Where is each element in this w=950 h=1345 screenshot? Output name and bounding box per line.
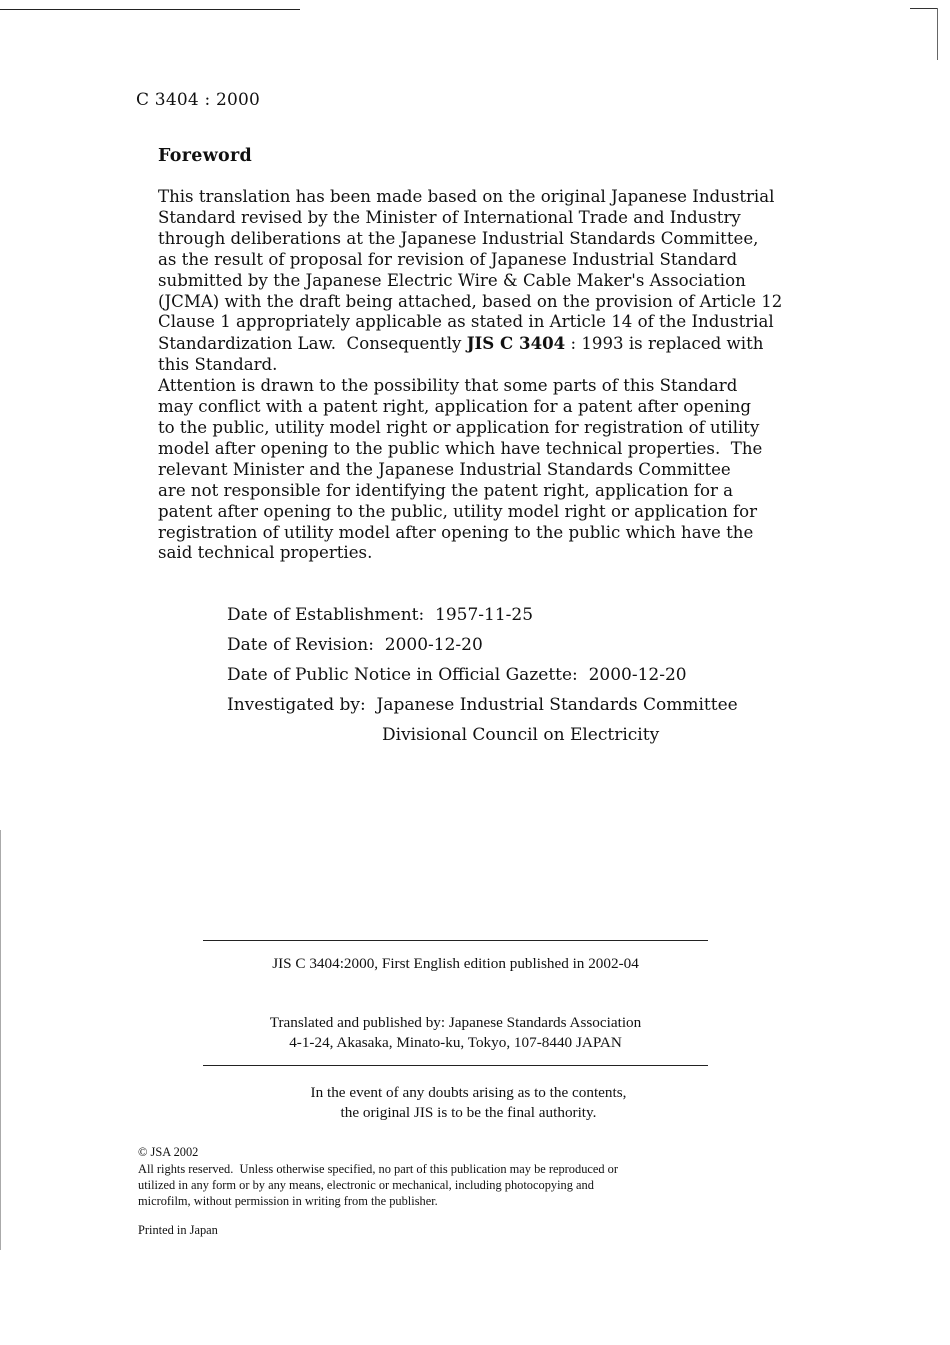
foreword-line: Attention is drawn to the possibility that some parts of this Standard (158, 376, 738, 396)
foreword-line: as the result of proposal for revision of Japanese Industrial Standard (158, 249, 738, 269)
rights-line: utilized in any form or by any means, electronic or mechanical, including photocopying and (138, 1178, 594, 1192)
foreword-line: patent after opening to the public, utility model right or application for (158, 501, 758, 521)
publisher-address: 4-1-24, Akasaka, Minato-ku, Tokyo, 107-8440 JAPAN (289, 1034, 622, 1051)
scan-border-top-right (910, 8, 938, 9)
copyright: © JSA 2002 (138, 1145, 199, 1159)
foreword-line: relevant Minister and the Japanese Industrial Standards Committee (158, 459, 731, 479)
foreword-line: are not responsible for identifying the patent right, application for a (158, 480, 734, 500)
foreword-title: Foreword (158, 146, 253, 166)
foreword-body (158, 187, 783, 564)
foreword-line (158, 333, 778, 355)
standard-reference: JIS C 3404 (466, 333, 566, 354)
foreword-line: Standard revised by the Minister of International Trade and Industry (158, 207, 741, 227)
divider-top (203, 940, 708, 941)
foreword-line: submitted by the Japanese Electric Wire & Cable Maker's Association (158, 270, 746, 290)
rights-statement (138, 1161, 778, 1209)
dates-block (227, 603, 738, 753)
scan-border-right (937, 8, 938, 60)
foreword-line: (JCMA) with the draft being attached, based on the provision of Article 12 (158, 291, 783, 311)
foreword-line: model after opening to the public which have technical properties. The (158, 438, 763, 458)
foreword-line: said technical properties. (158, 543, 373, 563)
document-code: C 3404 : 2000 (136, 90, 261, 110)
authority-notice (0, 1083, 937, 1123)
notice-line: In the event of any doubts arising as to the contents, (310, 1084, 627, 1101)
foreword-line: may conflict with a patent right, application for a patent after opening (158, 397, 752, 417)
publisher-info (0, 1013, 911, 1053)
foreword-line: this Standard. (158, 355, 278, 375)
foreword-line: This translation has been made based on the original Japanese Industrial (158, 187, 775, 206)
publisher-line: Translated and published by: Japanese Standards Association (269, 1014, 642, 1031)
date-of-revision: Date of Revision: 2000-12-20 (227, 635, 483, 655)
rights-line: All rights reserved. Unless otherwise specified, no part of this publication may be reproduced or (138, 1162, 619, 1176)
foreword-line: Clause 1 appropriately applicable as stated in Article 14 of the Industrial (158, 312, 774, 332)
divisional-council: Divisional Council on Electricity (382, 725, 660, 745)
edition-info: JIS C 3404:2000, First English edition published in 2002-04 (272, 955, 639, 972)
scan-border-top (0, 9, 300, 10)
line-text: : 1993 is replaced with (565, 334, 764, 354)
foreword-line: through deliberations at the Japanese Industrial Standards Committee, (158, 228, 759, 248)
date-of-public-notice: Date of Public Notice in Official Gazette: 2000-12-20 (227, 665, 687, 685)
notice-line: the original JIS is to be the final authority. (340, 1104, 597, 1121)
foreword-line: to the public, utility model right or application for registration of utility (158, 417, 760, 437)
rights-line: microfilm, without permission in writing from the publisher. (138, 1194, 438, 1208)
divider-bottom (203, 1065, 708, 1066)
line-text: Standardization Law. Consequently (158, 334, 467, 354)
date-of-establishment: Date of Establishment: 1957-11-25 (227, 605, 534, 625)
printed-in: Printed in Japan (138, 1223, 218, 1237)
foreword-line: registration of utility model after opening to the public which have the (158, 522, 754, 542)
investigated-by: Investigated by: Japanese Industrial Standards Committee (227, 695, 738, 715)
